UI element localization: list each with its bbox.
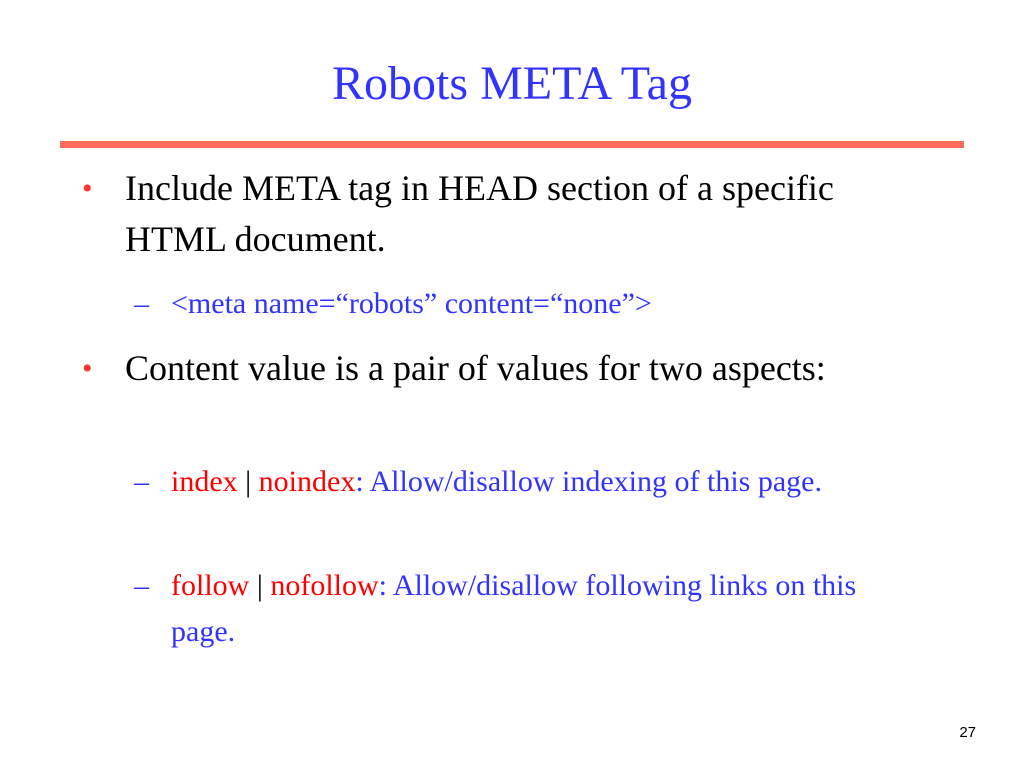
bullet-marker: • [82, 352, 93, 385]
page-number: 27 [959, 724, 976, 741]
sub-item [134, 281, 894, 327]
bullet-text: Content value is a pair of values for two aspects: [125, 348, 826, 388]
sub-text [171, 563, 894, 655]
sub-dash: – [134, 569, 149, 602]
keyword-nofollow: nofollow [270, 569, 379, 602]
bullet-marker: • [82, 172, 93, 205]
sub-dash: – [134, 465, 149, 498]
slide-title: Robots META Tag [332, 57, 692, 110]
sub-item [134, 563, 894, 655]
sub-text [171, 459, 894, 505]
keyword-noindex: noindex [258, 465, 356, 498]
sub-description: : Allow/disallow following links on this page. [171, 569, 857, 648]
keyword-separator: | [256, 569, 263, 602]
sub-dash: – [134, 287, 149, 320]
sub-description: : Allow/disallow indexing of this page. [355, 465, 822, 498]
sub-text: <meta name=“robots” content=“none”> [171, 287, 652, 320]
keyword-separator: | [245, 465, 252, 498]
keyword-index: index [171, 465, 238, 498]
sub-item [134, 459, 894, 505]
keyword-follow: follow [171, 569, 250, 602]
bullet-item [82, 163, 882, 265]
bullet-item [82, 343, 882, 394]
bullet-text: Include META tag in HEAD section of a specific HTML document. [125, 168, 834, 259]
